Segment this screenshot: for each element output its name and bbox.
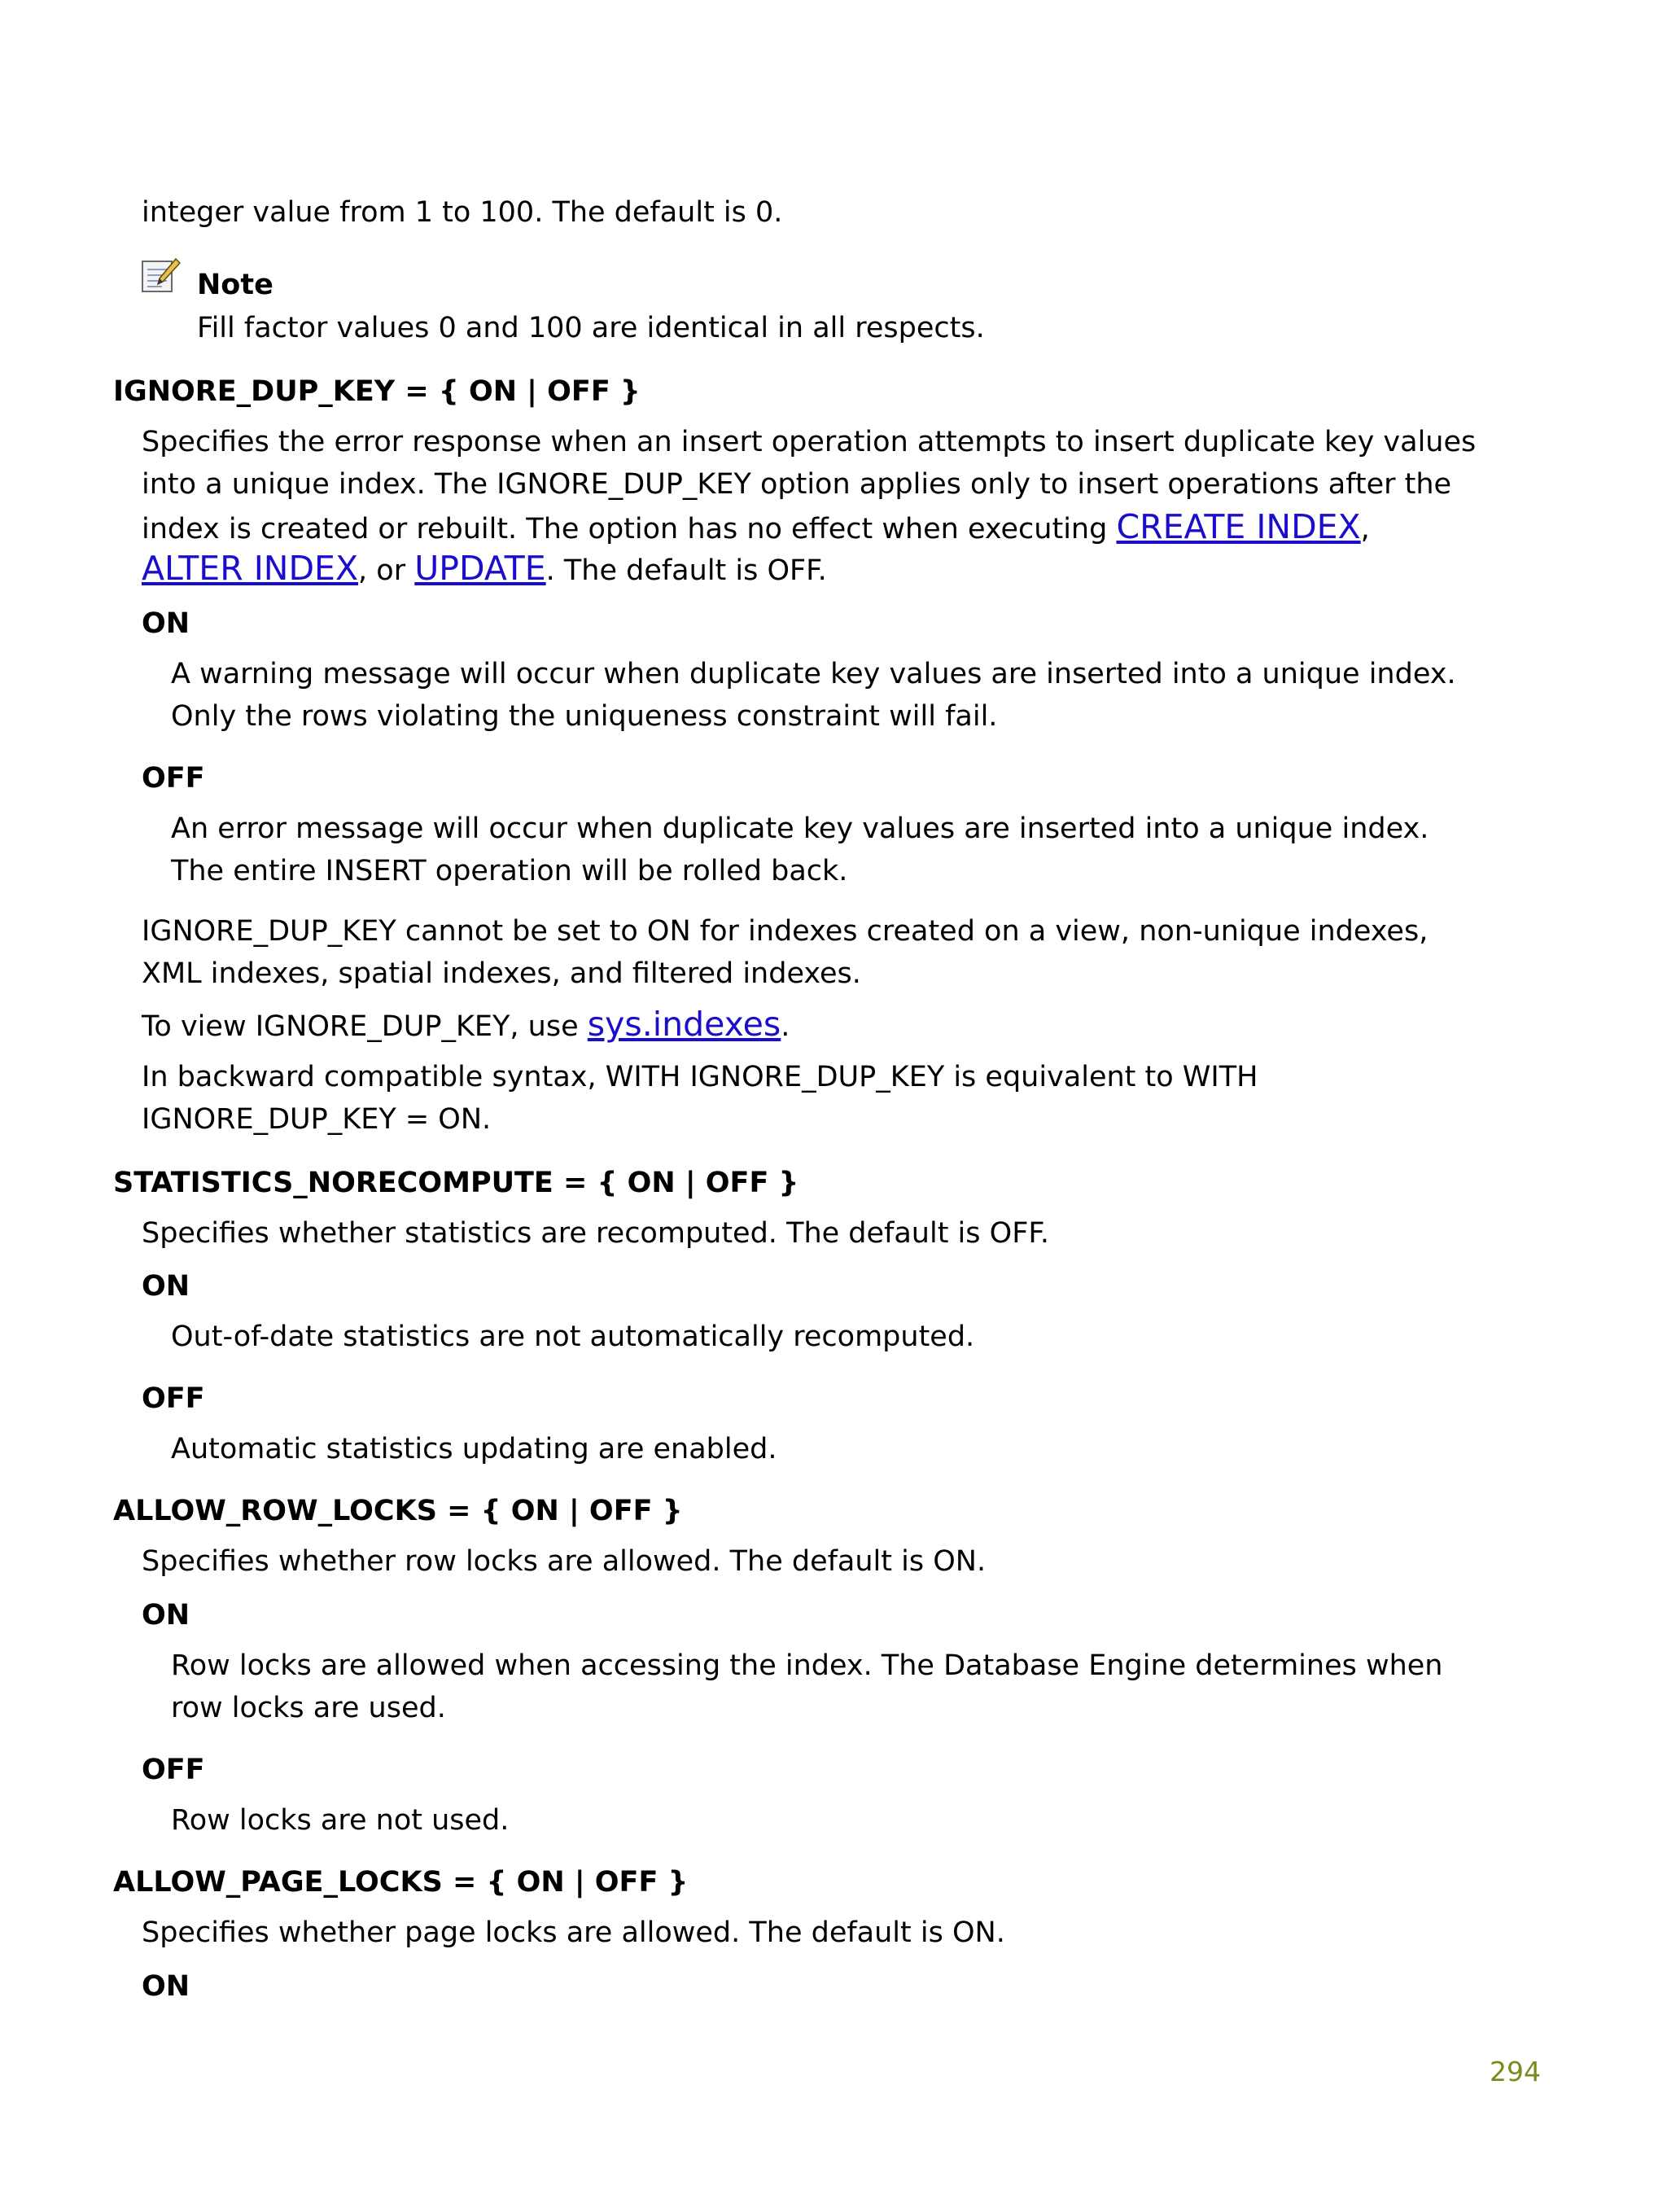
ignore-dup-key-compat-line-1: In backward compatible syntax, WITH IGNORE_DUP_KEY is equivalent to WITH bbox=[142, 1061, 1258, 1093]
ignore-dup-key-off-label: OFF bbox=[142, 762, 205, 795]
ignore-dup-key-off-line-2: The entire INSERT operation will be rolled back. bbox=[171, 855, 848, 887]
statistics-norecompute-off-label: OFF bbox=[142, 1382, 205, 1415]
allow-page-locks-heading: ALLOW_PAGE_LOCKS = { ON | OFF } bbox=[113, 1866, 689, 1899]
ignore-dup-key-on-line-1: A warning message will occur when duplicate key values are inserted into a unique index. bbox=[171, 658, 1456, 690]
desc-text: index is created or rebuilt. The option has no effect when executing bbox=[142, 513, 1117, 545]
period-text: . bbox=[781, 1010, 790, 1043]
ignore-dup-key-desc-line-4 bbox=[142, 547, 827, 592]
allow-row-locks-on-line-1: Row locks are allowed when accessing the index. The Database Engine determines when bbox=[171, 1649, 1443, 1682]
statistics-norecompute-desc: Specifies whether statistics are recomputed. The default is OFF. bbox=[142, 1217, 1049, 1250]
ignore-dup-key-desc-line-3 bbox=[142, 506, 1370, 550]
allow-row-locks-off-text: Row locks are not used. bbox=[171, 1804, 510, 1837]
ignore-dup-key-extra-line-2: XML indexes, spatial indexes, and filtered indexes. bbox=[142, 957, 861, 990]
intro-text: integer value from 1 to 100. The default is 0. bbox=[142, 196, 783, 229]
ignore-dup-key-compat-line-2: IGNORE_DUP_KEY = ON. bbox=[142, 1103, 492, 1136]
allow-row-locks-on-line-2: row locks are used. bbox=[171, 1692, 446, 1724]
note-title: Note bbox=[197, 269, 273, 301]
ignore-dup-key-view-line bbox=[142, 1003, 790, 1048]
create-index-link[interactable]: CREATE INDEX bbox=[1116, 507, 1361, 546]
statistics-norecompute-off-text: Automatic statistics updating are enabled. bbox=[171, 1433, 777, 1465]
note-text: Fill factor values 0 and 100 are identical in all respects. bbox=[197, 312, 985, 344]
note-pencil-icon bbox=[140, 257, 181, 295]
comma-text: , bbox=[1360, 513, 1370, 545]
ignore-dup-key-on-line-2: Only the rows violating the uniqueness constraint will fail. bbox=[171, 700, 998, 733]
default-text: . The default is OFF. bbox=[545, 554, 827, 587]
statistics-norecompute-on-text: Out-of-date statistics are not automatically recomputed. bbox=[171, 1321, 975, 1353]
allow-page-locks-desc: Specifies whether page locks are allowed. The default is ON. bbox=[142, 1916, 1005, 1949]
view-text: To view IGNORE_DUP_KEY, use bbox=[142, 1010, 588, 1043]
or-text: , or bbox=[358, 554, 415, 587]
ignore-dup-key-on-label: ON bbox=[142, 607, 190, 640]
allow-page-locks-on-label: ON bbox=[142, 1970, 190, 2003]
statistics-norecompute-heading: STATISTICS_NORECOMPUTE = { ON | OFF } bbox=[113, 1167, 799, 1199]
ignore-dup-key-desc-line-1: Specifies the error response when an insert operation attempts to insert duplicate key values bbox=[142, 426, 1477, 458]
allow-row-locks-desc: Specifies whether row locks are allowed. The default is ON. bbox=[142, 1545, 987, 1578]
allow-row-locks-on-label: ON bbox=[142, 1599, 190, 1632]
statistics-norecompute-on-label: ON bbox=[142, 1270, 190, 1303]
update-link[interactable]: UPDATE bbox=[414, 549, 546, 588]
page-number: 294 bbox=[1490, 2056, 1541, 2087]
ignore-dup-key-heading: IGNORE_DUP_KEY = { ON | OFF } bbox=[113, 375, 641, 408]
ignore-dup-key-off-line-1: An error message will occur when duplicate key values are inserted into a unique index. bbox=[171, 813, 1429, 845]
ignore-dup-key-desc-line-2: into a unique index. The IGNORE_DUP_KEY option applies only to insert operations after the bbox=[142, 468, 1452, 501]
alter-index-link[interactable]: ALTER INDEX bbox=[142, 549, 359, 588]
allow-row-locks-heading: ALLOW_ROW_LOCKS = { ON | OFF } bbox=[113, 1495, 683, 1527]
ignore-dup-key-extra-line-1: IGNORE_DUP_KEY cannot be set to ON for indexes created on a view, non-unique indexes, bbox=[142, 915, 1429, 948]
sys-indexes-link[interactable]: sys.indexes bbox=[587, 1005, 781, 1044]
allow-row-locks-off-label: OFF bbox=[142, 1754, 205, 1786]
